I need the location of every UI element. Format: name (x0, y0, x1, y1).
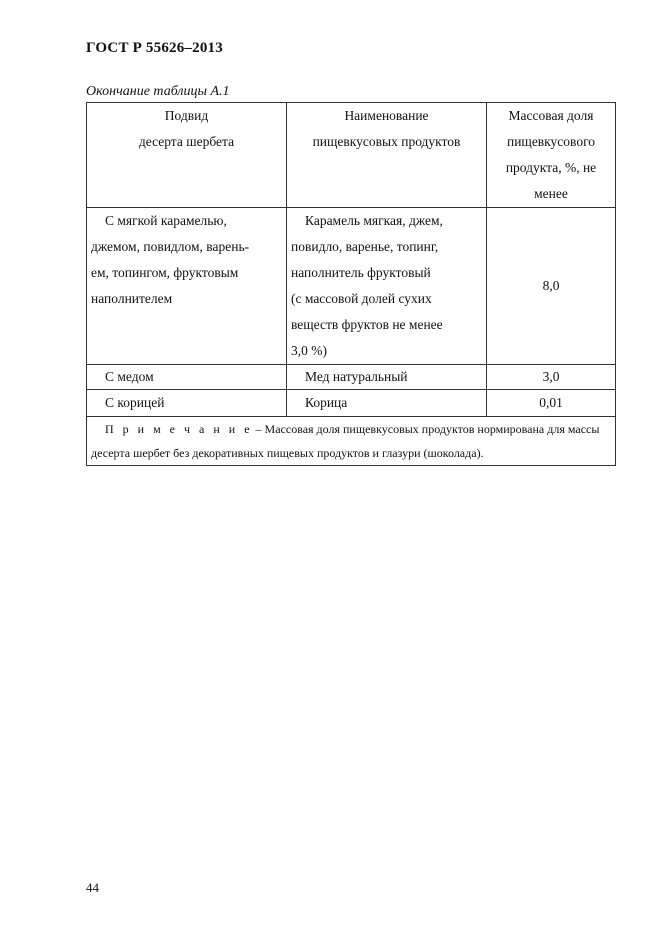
table-row (87, 365, 616, 390)
cell-product (287, 208, 487, 365)
cell-line: ем, топингом, фруктовым (91, 265, 239, 280)
header-line: менее (534, 186, 568, 201)
header-line: продукта, %, не (505, 160, 597, 175)
header-line: Наименование (344, 108, 429, 123)
cell-product (287, 365, 487, 390)
cell-line: (с массовой долей сухих (291, 291, 432, 306)
header-line: пищевкусового (506, 134, 596, 149)
cell-value: 8,0 (487, 208, 616, 365)
note-label: П р и м е ч а н и е (105, 422, 253, 436)
cell-product (287, 390, 487, 417)
table-note (87, 417, 616, 466)
header-line: десерта шербета (138, 134, 235, 149)
cell-line: Мед натуральный (305, 369, 408, 384)
cell-subtype (87, 208, 287, 365)
header-line: Массовая доля (508, 108, 594, 123)
page-number: 44 (86, 880, 99, 895)
cell-line: 3,0 %) (291, 343, 327, 358)
cell-value: 0,01 (487, 390, 616, 417)
document-header: ГОСТ Р 55626–2013 (86, 40, 223, 56)
cell-line: С мягкой карамелью, (105, 213, 227, 228)
header-line: Подвид (164, 108, 209, 123)
cell-subtype (87, 365, 287, 390)
column-header-subtype (87, 103, 287, 208)
cell-line: С корицей (105, 395, 165, 410)
cell-value: 3,0 (487, 365, 616, 390)
note-text: – Массовая доля пищевкусовых продуктов нормирована для массы десерта шербет без декоративных пищевых продуктов и глазури (шоколада). (91, 422, 600, 460)
table-row (87, 208, 616, 365)
cell-line: Карамель мягкая, джем, (305, 213, 443, 228)
cell-line: повидло, варенье, топинг, (291, 239, 439, 254)
cell-subtype (87, 390, 287, 417)
table-header-row (87, 103, 616, 208)
cell-line: С медом (105, 369, 154, 384)
header-line: пищевкусовых продуктов (312, 134, 461, 149)
cell-line: наполнитель фруктовый (291, 265, 431, 280)
cell-line: веществ фруктов не менее (291, 317, 443, 332)
table-row (87, 390, 616, 417)
table-caption: Окончание таблицы А.1 (86, 84, 230, 99)
cell-line: наполнителем (91, 291, 173, 306)
data-table (86, 102, 616, 466)
column-header-product (287, 103, 487, 208)
cell-line: джемом, повидлом, варень- (91, 239, 250, 254)
cell-line: Корица (305, 395, 348, 410)
table-note-row (87, 417, 616, 466)
column-header-mass-fraction (487, 103, 616, 208)
